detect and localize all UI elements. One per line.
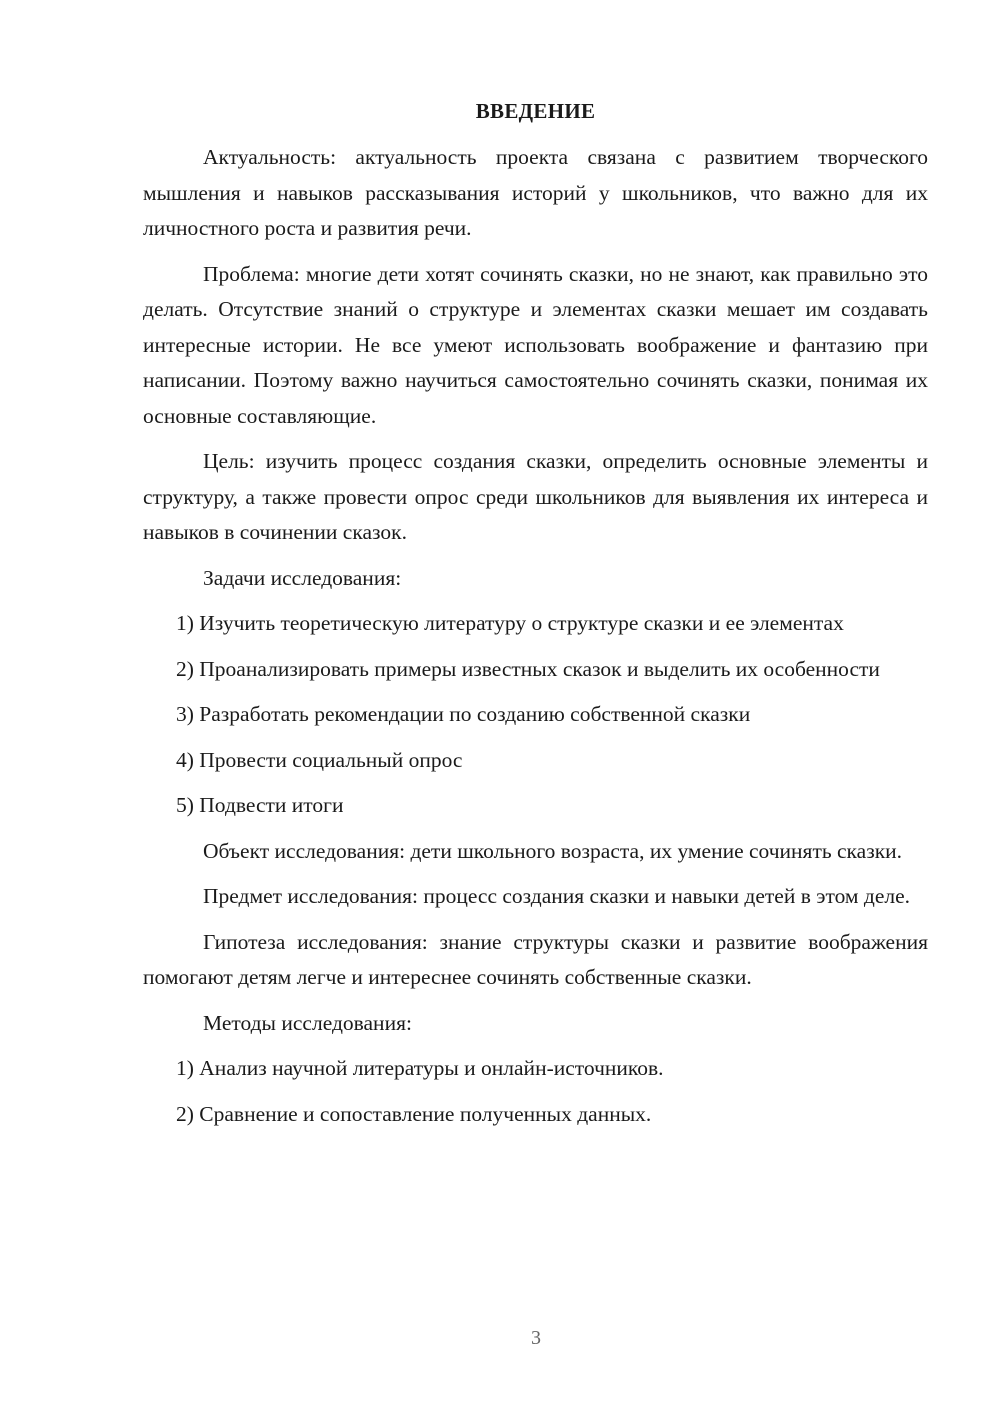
tasks-heading: Задачи исследования: xyxy=(203,565,402,590)
subject-paragraph: Предмет исследования: процесс создания сказки и навыки детей в этом деле. xyxy=(203,884,911,908)
task-item: 5) Подвести итоги xyxy=(176,793,344,817)
problem-paragraph: Проблема: многие дети хотят сочинять сказки, но не знают, как правильно это делать. Отсутствие знаний о структуре и элементах сказки мешает им создавать интересные истории. Не все умеют использовать воображение и фантазию при написании. Поэтому важно научиться самостоятельно сочинять сказки, понимая их основные составляющие. xyxy=(143,261,928,428)
methods-heading: Методы исследования: xyxy=(203,1010,412,1035)
section-title: ВВЕДЕНИЕ xyxy=(475,99,596,123)
goal-paragraph: Цель: изучить процесс создания сказки, определить основные элементы и структуру, а также провести опрос среди школьников для выявления их интереса и навыков в сочинении сказок. xyxy=(143,449,928,544)
hypothesis-paragraph: Гипотеза исследования: знание структуры сказки и развитие воображения помогают детям легче и интереснее сочинять собственные сказки. xyxy=(143,929,928,989)
task-item: 3) Разработать рекомендации по созданию собственной сказки xyxy=(176,702,751,726)
page-number: 3 xyxy=(531,1327,541,1349)
task-item: 2) Проанализировать примеры известных сказок и выделить их особенности xyxy=(176,656,880,681)
object-paragraph: Объект исследования: дети школьного возраста, их умение сочинять сказки. xyxy=(203,838,903,863)
task-item: 4) Провести социальный опрос xyxy=(176,747,463,772)
relevance-paragraph: Актуальность: актуальность проекта связана с развитием творческого мышления и навыков рассказывания историй у школьников, что важно для их личностного роста и развития речи. xyxy=(143,145,928,240)
method-item: 2) Сравнение и сопоставление полученных данных. xyxy=(176,1101,652,1126)
method-item: 1) Анализ научной литературы и онлайн-источников. xyxy=(176,1056,664,1080)
document-page xyxy=(143,96,928,1142)
task-item: 1) Изучить теоретическую литературу о структуре сказки и ее элементах xyxy=(176,611,844,635)
